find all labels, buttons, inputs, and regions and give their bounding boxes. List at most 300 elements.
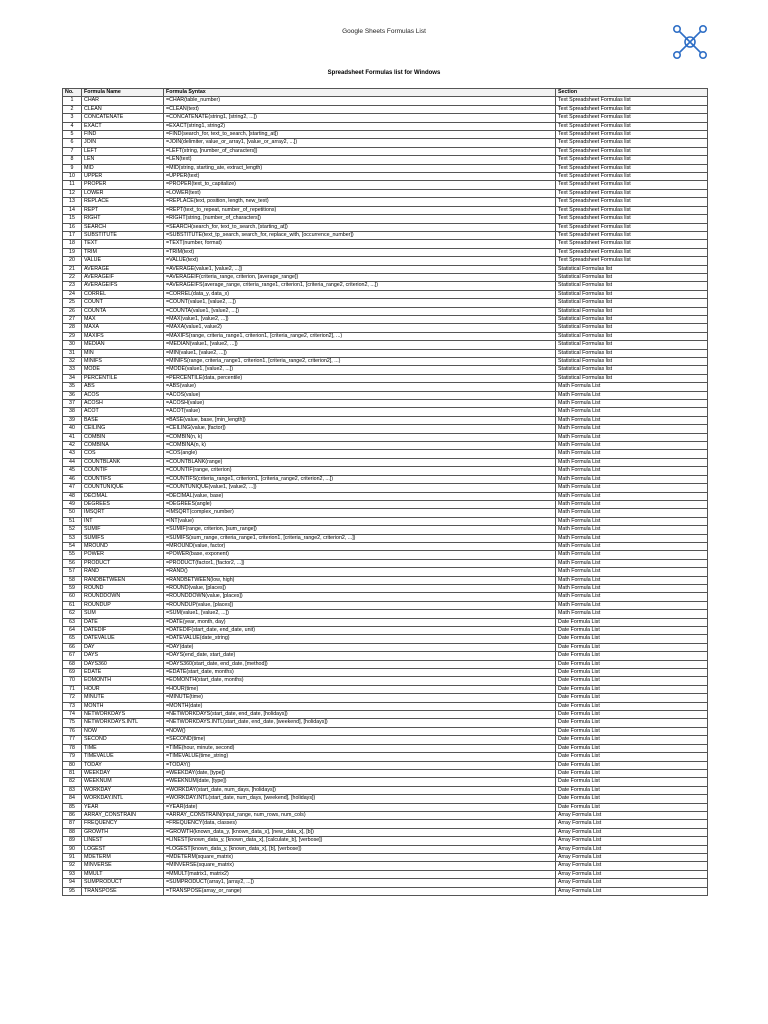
table-row [63,416,708,424]
cell-section: Statistical Formulas list [556,332,708,340]
cell-no: 80 [63,761,82,769]
cell-no: 92 [63,862,82,870]
table-row [63,643,708,651]
cell-section: Date Formula List [556,803,708,811]
table-row [63,181,708,189]
cell-no: 70 [63,677,82,685]
cell-formula-name: VALUE [82,257,164,265]
cell-formula-syntax: =CORREL(data_y, data_x) [164,290,556,298]
cell-formula-syntax: =MAX(value1, [value2, ...]) [164,315,556,323]
cell-no: 69 [63,669,82,677]
cell-formula-name: PROPER [82,181,164,189]
cell-formula-name: DAYS360 [82,660,164,668]
cell-formula-name: LEN [82,156,164,164]
table-row [63,299,708,307]
cell-section: Date Formula List [556,685,708,693]
table-row [63,265,708,273]
cell-no: 58 [63,576,82,584]
cell-no: 34 [63,374,82,382]
cell-section: Date Formula List [556,727,708,735]
cell-section: Array Formula List [556,820,708,828]
cell-no: 79 [63,753,82,761]
cell-no: 26 [63,307,82,315]
cell-formula-syntax: =MINVERSE(square_matrix) [164,862,556,870]
cell-no: 37 [63,400,82,408]
cell-no: 28 [63,324,82,332]
cell-no: 93 [63,870,82,878]
cell-section: Date Formula List [556,643,708,651]
cell-formula-name: MINUTE [82,694,164,702]
cell-no: 91 [63,853,82,861]
cell-formula-syntax: =SEARCH(search_for, text_to_search, [starting_at]) [164,223,556,231]
cell-no: 49 [63,500,82,508]
cell-formula-name: LOGEST [82,845,164,853]
cell-formula-syntax: =MMULT(matrix1, matrix2) [164,870,556,878]
cell-formula-name: MODE [82,366,164,374]
cell-formula-syntax: =MDETERM(square_matrix) [164,853,556,861]
table-row [63,383,708,391]
cell-formula-name: MINVERSE [82,862,164,870]
cell-section: Math Formula List [556,400,708,408]
cell-no: 29 [63,332,82,340]
table-row [63,147,708,155]
table-row [63,248,708,256]
cell-section: Array Formula List [556,887,708,895]
table-row [63,744,708,752]
cell-section: Array Formula List [556,870,708,878]
cell-formula-name: BASE [82,416,164,424]
cell-formula-name: NETWORKDAYS.INTL [82,719,164,727]
table-row [63,736,708,744]
cell-no: 76 [63,727,82,735]
cell-formula-name: ACOSH [82,400,164,408]
cell-section: Math Formula List [556,559,708,567]
cell-section: Text Spreadsheet Formulas list [556,223,708,231]
cell-formula-syntax: =AVERAGE(value1, [value2, ...]) [164,265,556,273]
column-header-section: Section [556,89,708,97]
cell-section: Statistical Formulas list [556,374,708,382]
table-row [63,837,708,845]
table-row [63,601,708,609]
cell-formula-name: COS [82,450,164,458]
cell-formula-name: WEEKDAY [82,769,164,777]
table-row [63,425,708,433]
cell-formula-name: PRODUCT [82,559,164,567]
table-row [63,887,708,895]
table-row [63,870,708,878]
cell-formula-name: AVERAGEIFS [82,282,164,290]
cell-no: 43 [63,450,82,458]
cell-formula-name: COUNTA [82,307,164,315]
table-row [63,811,708,819]
cell-section: Date Formula List [556,618,708,626]
table-row [63,332,708,340]
cell-formula-name: TIME [82,744,164,752]
cell-formula-syntax: =SUMIF(range, criterion, [sum_range]) [164,526,556,534]
table-row [63,517,708,525]
cell-no: 45 [63,467,82,475]
cell-formula-name: POWER [82,551,164,559]
cell-formula-name: FREQUENCY [82,820,164,828]
cell-formula-name: MROUND [82,542,164,550]
cell-formula-syntax: =MROUND(value, factor) [164,542,556,550]
cell-section: Text Spreadsheet Formulas list [556,105,708,113]
table-row [63,366,708,374]
cell-formula-name: HOUR [82,685,164,693]
cell-no: 24 [63,290,82,298]
cell-formula-name: DATEDIF [82,627,164,635]
cell-formula-name: CHAR [82,97,164,105]
cell-no: 89 [63,837,82,845]
cell-no: 73 [63,702,82,710]
cell-no: 95 [63,887,82,895]
cell-section: Date Formula List [556,719,708,727]
cell-no: 53 [63,534,82,542]
cell-formula-syntax: =TODAY() [164,761,556,769]
cell-section: Math Formula List [556,601,708,609]
table-row [63,862,708,870]
cell-section: Math Formula List [556,610,708,618]
cell-formula-name: DEGREES [82,500,164,508]
table-row [63,551,708,559]
table-row [63,820,708,828]
cell-formula-name: RANDBETWEEN [82,576,164,584]
cell-formula-syntax: =VALUE(text) [164,257,556,265]
cell-formula-syntax: =GROWTH(known_data_y, [known_data_x], [new_data_x], [b]) [164,828,556,836]
table-row [63,358,708,366]
cell-formula-syntax: =CLEAN(text) [164,105,556,113]
cell-formula-syntax: =COUNTUNIQUE(value1, [value2, ...]) [164,484,556,492]
cell-section: Text Spreadsheet Formulas list [556,257,708,265]
cell-no: 72 [63,694,82,702]
cell-no: 9 [63,164,82,172]
table-row [63,198,708,206]
cell-no: 13 [63,198,82,206]
cell-formula-syntax: =ABS(value) [164,383,556,391]
cell-formula-syntax: =WEEKNUM(date, [type]) [164,778,556,786]
cell-section: Text Spreadsheet Formulas list [556,189,708,197]
cell-section: Statistical Formulas list [556,299,708,307]
cell-no: 44 [63,458,82,466]
cell-formula-syntax: =LINEST(known_data_y, [known_data_x], [calculate_b], [verbose]) [164,837,556,845]
cell-section: Array Formula List [556,845,708,853]
cell-no: 59 [63,584,82,592]
cell-formula-syntax: =MAXIFS(range, criteria_range1, criterion1, [criteria_range2, criterion2], ...) [164,332,556,340]
table-header-row [63,89,708,97]
cell-section: Statistical Formulas list [556,349,708,357]
cell-formula-syntax: =COUNT(value1, [value2, ...]) [164,299,556,307]
table-row [63,711,708,719]
cell-formula-syntax: =EXACT(string1, string2) [164,122,556,130]
table-row [63,173,708,181]
cell-section: Date Formula List [556,627,708,635]
cell-no: 68 [63,660,82,668]
table-row [63,156,708,164]
cell-no: 4 [63,122,82,130]
table-row [63,206,708,214]
cell-section: Array Formula List [556,879,708,887]
cell-section: Statistical Formulas list [556,324,708,332]
cell-formula-name: REPT [82,206,164,214]
cell-no: 11 [63,181,82,189]
cell-formula-syntax: =LOGEST(known_data_y, [known_data_x], [b], [verbose]) [164,845,556,853]
cell-no: 14 [63,206,82,214]
column-header-formula-name: Formula Name [82,89,164,97]
cell-no: 71 [63,685,82,693]
cell-formula-syntax: =CEILING(value, [factor]) [164,425,556,433]
cell-no: 84 [63,795,82,803]
cell-section: Math Formula List [556,467,708,475]
cell-section: Date Formula List [556,669,708,677]
cell-formula-name: SUMPRODUCT [82,879,164,887]
table-row [63,786,708,794]
table-row [63,467,708,475]
cell-section: Math Formula List [556,593,708,601]
cell-formula-syntax: =YEAR(date) [164,803,556,811]
cell-formula-syntax: =MINUTE(time) [164,694,556,702]
cell-section: Statistical Formulas list [556,265,708,273]
cell-section: Math Formula List [556,416,708,424]
cell-formula-syntax: =SUMPRODUCT(array1, [array2, ...]) [164,879,556,887]
cell-formula-name: COUNTIFS [82,475,164,483]
cell-section: Math Formula List [556,526,708,534]
cell-no: 32 [63,358,82,366]
table-row [63,290,708,298]
cell-no: 39 [63,416,82,424]
cell-no: 46 [63,475,82,483]
cell-section: Math Formula List [556,568,708,576]
table-row [63,189,708,197]
cell-section: Text Spreadsheet Formulas list [556,215,708,223]
table-row [63,660,708,668]
cell-formula-name: CLEAN [82,105,164,113]
cell-formula-name: LINEST [82,837,164,845]
cell-no: 60 [63,593,82,601]
table-row [63,484,708,492]
cell-formula-syntax: =REPLACE(text, position, length, new_text) [164,198,556,206]
cell-formula-syntax: =PRODUCT(factor1, [factor2, ...]) [164,559,556,567]
cell-formula-name: RAND [82,568,164,576]
cell-formula-syntax: =COUNTBLANK(range) [164,458,556,466]
cell-section: Text Spreadsheet Formulas list [556,164,708,172]
cell-formula-syntax: =MEDIAN(value1, [value2, ...]) [164,341,556,349]
cell-formula-name: UPPER [82,173,164,181]
table-row [63,475,708,483]
cell-formula-syntax: =TRANSPOSE(array_or_range) [164,887,556,895]
table-row [63,105,708,113]
cell-no: 38 [63,408,82,416]
cell-section: Date Formula List [556,635,708,643]
table-row [63,526,708,534]
cell-formula-syntax: =BASE(value, base, [min_length]) [164,416,556,424]
cell-formula-syntax: =COS(angle) [164,450,556,458]
table-row [63,727,708,735]
table-row [63,677,708,685]
cell-section: Date Formula List [556,660,708,668]
cell-section: Date Formula List [556,769,708,777]
cell-section: Math Formula List [556,492,708,500]
cell-formula-syntax: =SUMIFS(sum_range, criteria_range1, criterion1, [criteria_range2, criterion2, ...]) [164,534,556,542]
cell-formula-name: MAXA [82,324,164,332]
cell-formula-syntax: =MIN(value1, [value2, ...]) [164,349,556,357]
cell-section: Text Spreadsheet Formulas list [556,114,708,122]
cell-formula-syntax: =COUNTIF(range, criterion) [164,467,556,475]
cell-section: Date Formula List [556,761,708,769]
table-row [63,610,708,618]
header-title: Google Sheets Formulas List [342,28,426,35]
cell-no: 22 [63,273,82,281]
cell-no: 18 [63,240,82,248]
cell-section: Math Formula List [556,542,708,550]
cell-no: 15 [63,215,82,223]
cell-formula-name: CONCATENATE [82,114,164,122]
cell-no: 78 [63,744,82,752]
cell-section: Text Spreadsheet Formulas list [556,198,708,206]
cell-no: 40 [63,425,82,433]
cell-no: 51 [63,517,82,525]
table-row [63,215,708,223]
cell-no: 63 [63,618,82,626]
cell-formula-syntax: =ROUND(value, [places]) [164,584,556,592]
table-row [63,542,708,550]
cell-no: 81 [63,769,82,777]
cell-section: Text Spreadsheet Formulas list [556,231,708,239]
cell-section: Text Spreadsheet Formulas list [556,248,708,256]
cell-formula-name: COUNTBLANK [82,458,164,466]
formulas-table [62,88,708,896]
table-row [63,374,708,382]
cell-no: 88 [63,828,82,836]
cell-no: 50 [63,509,82,517]
table-row [63,223,708,231]
cell-formula-name: COUNT [82,299,164,307]
table-row [63,131,708,139]
cell-formula-syntax: =EDATE(start_date, months) [164,669,556,677]
cell-no: 48 [63,492,82,500]
table-row [63,559,708,567]
table-row [63,702,708,710]
table-row [63,500,708,508]
table-row [63,879,708,887]
cell-formula-syntax: =CHAR(table_number) [164,97,556,105]
cell-section: Text Spreadsheet Formulas list [556,97,708,105]
cell-formula-name: TRIM [82,248,164,256]
cell-formula-syntax: =DAY(date) [164,643,556,651]
cell-formula-name: ARRAY_CONSTRAIN [82,811,164,819]
cell-section: Date Formula List [556,694,708,702]
cell-section: Math Formula List [556,458,708,466]
cell-formula-syntax: =ROUNDDOWN(value, [places]) [164,593,556,601]
cell-section: Array Formula List [556,811,708,819]
table-row [63,694,708,702]
cell-formula-syntax: =WORKDAY.INTL(start_date, num_days, [weekend], [holidays]) [164,795,556,803]
cell-formula-syntax: =DECIMAL(value, base) [164,492,556,500]
cell-formula-syntax: =AVERAGEIFS(average_range, criteria_range1, criterion1, [criteria_range2, criterion2, ...]) [164,282,556,290]
table-row [63,576,708,584]
cell-section: Date Formula List [556,711,708,719]
cell-formula-name: MDETERM [82,853,164,861]
cell-section: Math Formula List [556,500,708,508]
cell-formula-name: MIN [82,349,164,357]
cell-formula-name: COUNTUNIQUE [82,484,164,492]
cell-formula-name: MAXIFS [82,332,164,340]
cell-formula-name: COUNTIF [82,467,164,475]
table-row [63,761,708,769]
cell-formula-syntax: =ROUNDUP(value, [places]) [164,601,556,609]
cell-section: Text Spreadsheet Formulas list [556,156,708,164]
cell-formula-name: SUBSTITUTE [82,231,164,239]
cell-no: 42 [63,442,82,450]
cell-no: 3 [63,114,82,122]
molecule-network-icon [670,22,710,62]
cell-formula-syntax: =JOIN(delimiter, value_or_array1, [value_or_array2, ...]) [164,139,556,147]
table-row [63,652,708,660]
cell-section: Text Spreadsheet Formulas list [556,122,708,130]
cell-formula-name: LOWER [82,189,164,197]
cell-section: Date Formula List [556,795,708,803]
cell-section: Array Formula List [556,837,708,845]
cell-formula-syntax: =TIMEVALUE(time_string) [164,753,556,761]
cell-no: 5 [63,131,82,139]
table-row [63,853,708,861]
table-row [63,442,708,450]
cell-formula-name: SUMIFS [82,534,164,542]
table-row [63,593,708,601]
cell-formula-name: NETWORKDAYS [82,711,164,719]
table-row [63,400,708,408]
cell-no: 67 [63,652,82,660]
cell-section: Math Formula List [556,408,708,416]
cell-formula-syntax: =TEXT(number, format) [164,240,556,248]
table-row [63,307,708,315]
cell-formula-name: EXACT [82,122,164,130]
cell-formula-syntax: =DATEVALUE(date_string) [164,635,556,643]
column-header-no: No. [63,89,82,97]
cell-formula-syntax: =PROPER(text_to_capitalize) [164,181,556,189]
cell-formula-syntax: =ACOS(value) [164,391,556,399]
cell-formula-name: YEAR [82,803,164,811]
cell-formula-syntax: =MODE(value1, [value2, ...]) [164,366,556,374]
cell-formula-name: ROUNDUP [82,601,164,609]
cell-no: 23 [63,282,82,290]
cell-section: Text Spreadsheet Formulas list [556,147,708,155]
cell-section: Date Formula List [556,744,708,752]
cell-formula-name: MINIFS [82,358,164,366]
cell-formula-name: TRANSPOSE [82,887,164,895]
cell-no: 7 [63,147,82,155]
cell-formula-syntax: =LEFT(string, [number_of_characters]) [164,147,556,155]
cell-formula-syntax: =NETWORKDAYS.INTL(start_date, end_date, [weekend], [holidays]) [164,719,556,727]
cell-formula-syntax: =COMBIN(n, k) [164,433,556,441]
cell-formula-syntax: =WEEKDAY(date, [type]) [164,769,556,777]
cell-formula-name: WEEKNUM [82,778,164,786]
cell-formula-syntax: =ARRAY_CONSTRAIN(input_range, num_rows, num_cols) [164,811,556,819]
cell-formula-name: ACOS [82,391,164,399]
cell-formula-syntax: =FIND(search_for, text_to_search, [starting_at]) [164,131,556,139]
table-row [63,845,708,853]
cell-section: Statistical Formulas list [556,290,708,298]
cell-formula-name: COMBINA [82,442,164,450]
cell-formula-syntax: =IMSQRT(complex_number) [164,509,556,517]
cell-formula-syntax: =LEN(text) [164,156,556,164]
cell-section: Math Formula List [556,391,708,399]
cell-formula-name: WORKDAY [82,786,164,794]
table-row [63,122,708,130]
cell-formula-syntax: =DATE(year, month, day) [164,618,556,626]
cell-formula-name: ROUND [82,584,164,592]
cell-no: 47 [63,484,82,492]
cell-formula-name: AVERAGEIF [82,273,164,281]
